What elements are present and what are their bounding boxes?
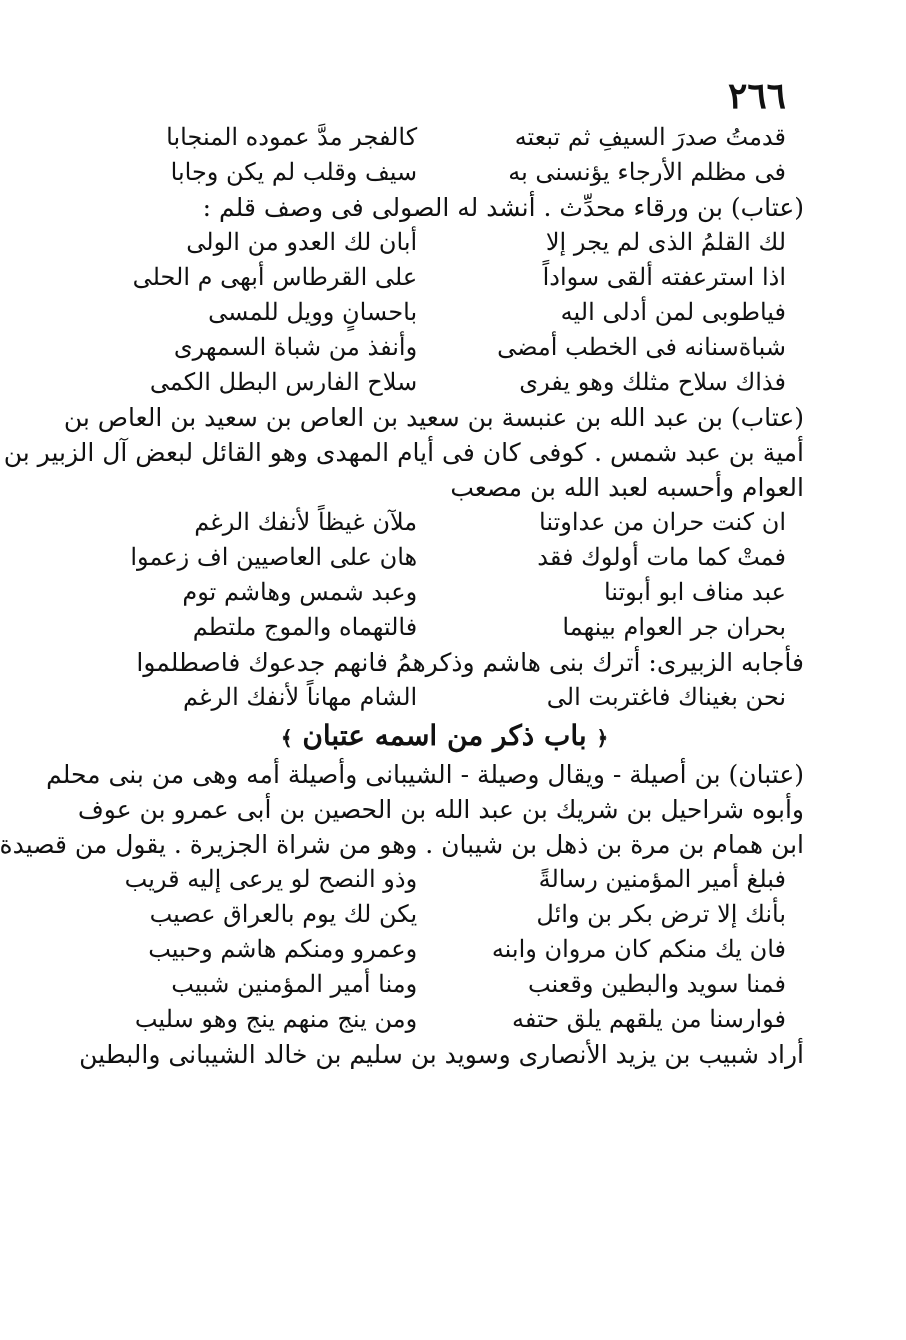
verse-second-hemistich: وعمرو ومنكم هاشم وحبيب — [148, 935, 418, 963]
verse-first-hemistich: فذاك سلاح مثلك وهو يفرى — [519, 368, 786, 396]
verse-first-hemistich: شباةسنانه فى الخطب أمضى — [497, 333, 786, 361]
verse-line — [103, 680, 786, 715]
verse-second-hemistich: ومن ينج منهم ينج وهو سليب — [134, 1005, 418, 1033]
verse-second-hemistich: باحسانٍ وويل للمسى — [208, 298, 418, 326]
verse-first-hemistich: لك القلمُ الذى لم يجر إلا — [545, 228, 786, 256]
verse-second-hemistich: وعبد شمس وهاشم توم — [182, 578, 418, 606]
verse-second-hemistich: أبان لك العدو من الولى — [186, 228, 418, 256]
verse-first-hemistich: ان كنت حران من عداوتنا — [539, 508, 786, 536]
verse-second-hemistich: سلاح الفارس البطل الكمى — [149, 368, 418, 396]
verse-first-hemistich: فى مظلم الأرجاء يؤنسنى به — [508, 158, 786, 186]
entry-text-line: وأبوه شراحيل بن شريك بن عبد الله بن الحصين بن أبى عمرو بن عوف — [77, 795, 804, 824]
entry-text-line: أراد شبيب بن يزيد الأنصارى وسويد بن سليم بن خالد الشيبانى والبطين — [79, 1040, 804, 1069]
verse-line — [103, 1002, 786, 1037]
verse-first-hemistich: فوارسنا من يلقهم يلق حتفه — [512, 1005, 786, 1033]
verse-line — [103, 120, 786, 155]
verse-first-hemistich: نحن بغيناك فاغتربت الى — [546, 683, 786, 711]
answer-line: فأجابه الزبيرى: أترك بنى هاشم وذكرهمُ فانهم جدعوك فاصطلموا — [136, 648, 804, 677]
verse-first-hemistich: عبد مناف ابو أبوتنا — [603, 578, 786, 606]
verse-line — [103, 505, 786, 540]
entry-text-line: أمية بن عبد شمس . كوفى كان فى أيام المهدى وهو القائل لبعض آل الزبير بن — [3, 438, 804, 467]
entry-text-line: (عتبان) بن أصيلة - ويقال وصيلة - الشيبانى وأصيلة أمه وهى من بنى محلم — [46, 760, 804, 789]
verse-first-hemistich: فياطوبى لمن أدلى اليه — [560, 298, 786, 326]
verse-second-hemistich: الشام مهاناً لأنفك الرغم — [183, 683, 418, 711]
chapter-heading-text: باب ذكر من اسمه عتبان — [302, 719, 587, 752]
verse-second-hemistich: فالتهماه والموج ملتطم — [192, 613, 418, 641]
verse-line — [103, 967, 786, 1002]
verse-line — [103, 155, 786, 190]
verse-line — [103, 610, 786, 645]
verse-line — [103, 862, 786, 897]
entry-text-line: العوام وأحسبه لعبد الله بن مصعب — [450, 473, 804, 502]
verse-second-hemistich: على القرطاس أبهى م الحلى — [132, 263, 418, 291]
verse-line — [103, 225, 786, 260]
verse-first-hemistich: فمنا سويد والبطين وقعنب — [527, 970, 786, 998]
verse-second-hemistich: كالفجر مدَّ عموده المنجابا — [166, 123, 418, 151]
verse-first-hemistich: بحران جر العوام بينهما — [562, 613, 786, 641]
verse-line — [103, 932, 786, 967]
verse-second-hemistich: سيف وقلب لم يكن وجابا — [170, 158, 418, 186]
chapter-heading — [103, 715, 786, 757]
verse-first-hemistich: اذا استرعفته ألقى سواداً — [542, 263, 786, 291]
page-number: ٢٦٦ — [727, 75, 786, 117]
verse-line — [103, 365, 786, 400]
verse-line — [103, 897, 786, 932]
verse-first-hemistich: قدمتُ صدرَ السيفِ ثم تبعته — [514, 123, 786, 151]
verse-first-hemistich: بأنك إلا ترض بكر بن وائل — [536, 900, 786, 928]
verse-second-hemistich: وأنفذ من شباة السمهرى — [173, 333, 418, 361]
verse-second-hemistich: هان على العاصيين اف زعموا — [130, 543, 418, 571]
entry-text-line: (عتاب) بن ورقاء محدِّث . أنشد له الصولى فى وصف قلم : — [202, 193, 804, 222]
verse-line — [103, 540, 786, 575]
entry-text-line: ابن همام بن مرة بن ذهل بن شيبان . وهو من شراة الجزيرة . يقول من قصيدة — [0, 830, 804, 859]
verse-line — [103, 575, 786, 610]
verse-line — [103, 260, 786, 295]
verse-first-hemistich: فبلغ أمير المؤمنين رسالةً — [538, 865, 786, 893]
heading-ornament-right: ﴿ — [596, 726, 609, 750]
verse-second-hemistich: يكن لك يوم بالعراق عصيب — [149, 900, 418, 928]
verse-line — [103, 330, 786, 365]
verse-second-hemistich: ملآن غيظاً لأنفك الرغم — [194, 508, 418, 536]
heading-ornament-left: ﴾ — [280, 726, 293, 750]
entry-text-line: (عتاب) بن عبد الله بن عنبسة بن سعيد بن العاص بن سعيد بن العاص بن — [63, 403, 804, 432]
verse-first-hemistich: فان يك منكم كان مروان وابنه — [491, 935, 786, 963]
page-content — [0, 120, 804, 1072]
verse-second-hemistich: ومنا أمير المؤمنين شبيب — [171, 970, 418, 998]
verse-second-hemistich: وذو النصح لو يرعى إليه قريب — [124, 865, 418, 893]
verse-first-hemistich: فمتْ كما مات أولوك فقد — [537, 543, 786, 571]
verse-line — [103, 295, 786, 330]
